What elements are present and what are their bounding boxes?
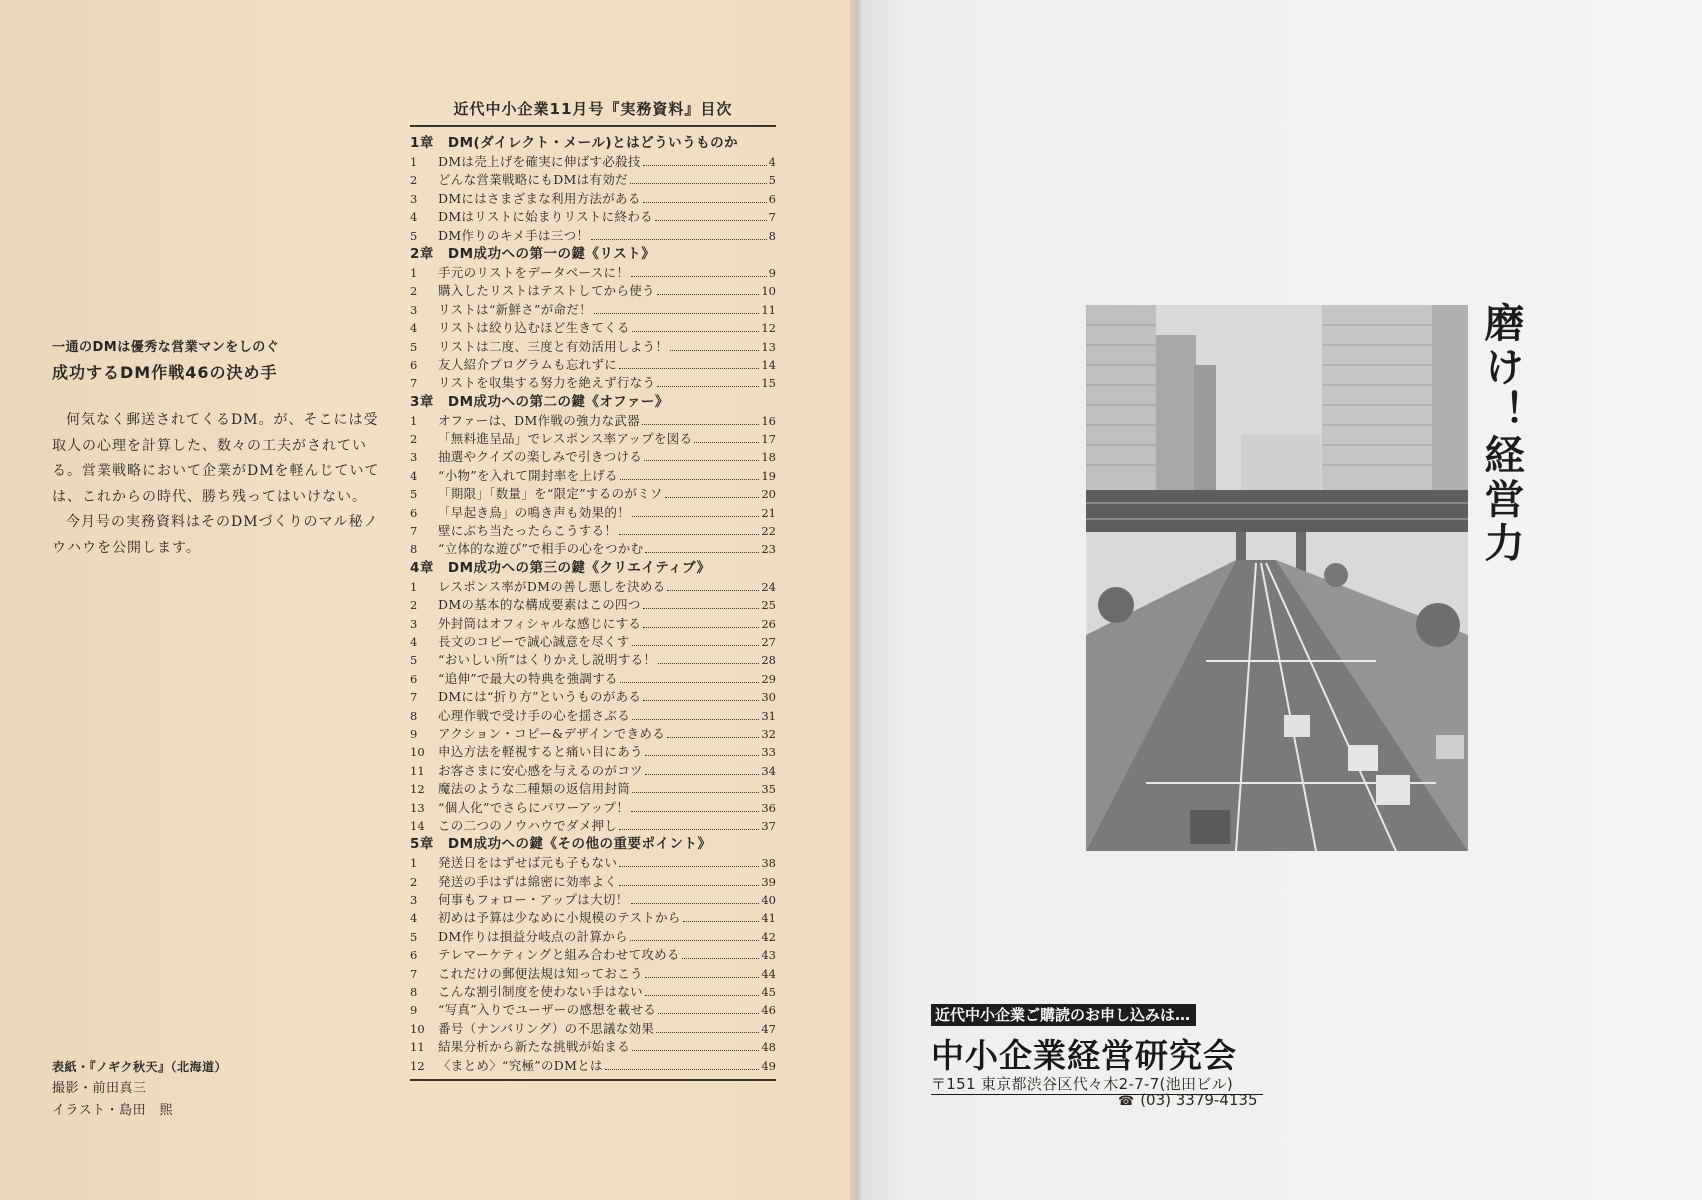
toc-item-page: 38 xyxy=(761,856,776,871)
toc-item xyxy=(410,1001,776,1019)
toc-item-number: 3 xyxy=(410,450,418,465)
toc-item xyxy=(410,171,776,189)
toc-item-number: 5 xyxy=(410,339,418,354)
toc-item-number: 5 xyxy=(410,228,418,243)
toc-item-number: 3 xyxy=(410,191,418,206)
toc-item-page: 8 xyxy=(768,228,776,243)
toc-item-number: 8 xyxy=(410,708,418,723)
toc-item-title: 「無料進呈品」でレスポンス率アップを図る xyxy=(438,431,693,447)
toc-item xyxy=(410,190,776,208)
toc-item xyxy=(410,891,776,909)
toc-leader-dots xyxy=(619,829,759,830)
toc-item-page: 20 xyxy=(761,487,776,502)
toc-leader-dots xyxy=(632,645,760,646)
toc-item-page: 15 xyxy=(761,376,776,391)
organization-name: 中小企業経営研究会 xyxy=(931,1036,1237,1075)
toc-leader-dots xyxy=(631,903,760,904)
toc-item-number: 1 xyxy=(410,265,418,280)
toc-leader-dots xyxy=(630,940,760,941)
toc-item-number: 5 xyxy=(410,929,418,944)
toc-item-number: 10 xyxy=(410,1021,425,1036)
toc-leader-dots xyxy=(643,700,759,701)
toc-item-number: 4 xyxy=(410,468,418,483)
toc-item xyxy=(410,467,776,485)
toc-item-title: 〈まとめ〉“究極”のDMとは xyxy=(438,1057,603,1073)
toc-item xyxy=(410,208,776,226)
toc-item-number: 1 xyxy=(410,413,418,428)
toc-item-number: 2 xyxy=(410,598,418,613)
toc-item xyxy=(410,817,776,835)
toc-item-title: 手元のリストをデータベースに！ xyxy=(438,264,630,280)
toc-item xyxy=(410,282,776,300)
telephone-icon: ☎ xyxy=(1118,1094,1135,1109)
toc-leader-dots xyxy=(643,202,767,203)
toc-item-title: DM作りは損益分岐点の計算から xyxy=(438,928,628,944)
toc-leader-dots xyxy=(643,608,760,609)
toc-item-number: 7 xyxy=(410,524,418,539)
toc-leader-dots xyxy=(642,424,759,425)
toc-item-title: 結果分析から新たな挑戦が始まる xyxy=(438,1039,631,1055)
toc-item-number: 1 xyxy=(410,579,418,594)
toc-item-number: 2 xyxy=(410,284,418,299)
toc-leader-dots xyxy=(643,165,767,166)
toc-item-page: 36 xyxy=(761,800,776,815)
toc-item-number: 4 xyxy=(410,911,418,926)
toc-item-page: 33 xyxy=(761,745,776,760)
toc-item-page: 28 xyxy=(761,653,776,668)
toc-item-page: 32 xyxy=(761,726,776,741)
toc-item xyxy=(410,1057,776,1075)
toc-item-number: 3 xyxy=(410,893,418,908)
city-street-photo xyxy=(1086,305,1468,851)
toc-item xyxy=(410,928,776,946)
toc-item-number: 4 xyxy=(410,321,418,336)
toc-item-title: 壁にぶち当たったらこうする！ xyxy=(438,523,618,539)
toc-leader-dots xyxy=(631,276,767,277)
toc-leader-dots xyxy=(683,921,760,922)
toc-item-number: 12 xyxy=(410,782,425,797)
toc-item-title: どんな営業戦略にもDMは有効だ xyxy=(438,172,628,188)
subscription-badge xyxy=(931,1004,1196,1026)
toc-item xyxy=(410,854,776,872)
toc-item-title: リストを収集する努力を絶えず行なう xyxy=(438,375,656,391)
toc-item-number: 13 xyxy=(410,800,425,815)
toc-item xyxy=(410,780,776,798)
toc-item xyxy=(410,430,776,448)
photo-credit: 撮影・前田真三 xyxy=(52,1081,147,1096)
chapter-title: 3章 DM成功への第二の鍵《オファー》 xyxy=(410,393,669,410)
toc-leader-dots xyxy=(620,479,760,480)
toc-leader-dots xyxy=(632,516,759,517)
toc-leader-dots xyxy=(631,811,759,812)
toc-item-page: 42 xyxy=(761,929,776,944)
chapter-title: 2章 DM成功への第一の鍵《リスト》 xyxy=(410,245,656,262)
toc-item xyxy=(410,596,776,614)
toc-item-number: 12 xyxy=(410,1058,425,1073)
toc-item xyxy=(410,688,776,706)
toc-leader-dots xyxy=(658,663,759,664)
toc-item-page: 37 xyxy=(761,818,776,833)
toc-item-number: 4 xyxy=(410,634,418,649)
toc-item-page: 23 xyxy=(761,542,776,557)
toc-item-number: 1 xyxy=(410,856,418,871)
toc-item-page: 17 xyxy=(761,432,776,447)
toc-item xyxy=(410,301,776,319)
toc-leader-dots xyxy=(645,755,760,756)
toc-item xyxy=(410,762,776,780)
toc-item-page: 34 xyxy=(761,763,776,778)
toc-leader-dots xyxy=(667,590,759,591)
toc-item-number: 2 xyxy=(410,432,418,447)
toc-item xyxy=(410,743,776,761)
toc-leader-dots xyxy=(667,737,759,738)
toc-item-number: 2 xyxy=(410,874,418,889)
toc-item-page: 49 xyxy=(761,1058,776,1073)
toc-item-title: オファーは、DM作戦の強力な武器 xyxy=(438,412,640,428)
toc-item-title: 抽選やクイズの楽しみで引きつける xyxy=(438,449,643,465)
toc-item-title: “個人化”でさらにパワーアップ！ xyxy=(438,799,630,815)
toc-leader-dots xyxy=(655,220,767,221)
toc-item-page: 4 xyxy=(768,155,776,169)
phone-number xyxy=(1118,1091,1258,1109)
intro-title: 成功するDM作戦46の決め手 xyxy=(52,363,278,382)
toc-item xyxy=(410,873,776,891)
toc-item xyxy=(410,983,776,1001)
toc-leader-dots xyxy=(620,682,760,683)
toc-item-number: 10 xyxy=(410,745,425,760)
intro-paragraph: 今月号の実務資料はそのDMづくりのマル秘ノウハウを公開します。 xyxy=(52,514,379,556)
toc-leader-dots xyxy=(670,350,759,351)
toc-item-title: こんな割引制度を使わない手はない xyxy=(438,984,643,1000)
toc-leader-dots xyxy=(657,294,760,295)
toc-item-number: 6 xyxy=(410,505,418,520)
toc-leader-dots xyxy=(630,183,767,184)
toc-item xyxy=(410,651,776,669)
toc-item-number: 5 xyxy=(410,653,418,668)
toc-item xyxy=(410,412,776,430)
toc-item-page: 5 xyxy=(768,173,776,188)
toc-item-title: “小物”を入れて開封率を上げる xyxy=(438,467,618,483)
toc-item-title: DM作りのキメ手は三つ！ xyxy=(438,227,590,243)
toc-item-page: 29 xyxy=(761,671,776,686)
toc-leader-dots xyxy=(619,885,759,886)
magazine-name: 近代中小企業 xyxy=(935,1006,1026,1024)
toc-leader-dots xyxy=(619,534,759,535)
toc-item xyxy=(410,578,776,596)
toc-item-number: 3 xyxy=(410,616,418,631)
toc-item-number: 5 xyxy=(410,487,418,502)
toc-item xyxy=(410,946,776,964)
toc-item xyxy=(410,670,776,688)
toc-item-title: 発送日をはずせば元も子もない xyxy=(438,855,618,871)
toc-item-page: 47 xyxy=(761,1021,776,1036)
toc-item-page: 22 xyxy=(761,524,776,539)
toc-item xyxy=(410,799,776,817)
toc-leader-dots xyxy=(645,977,760,978)
toc-body xyxy=(410,134,776,1075)
toc-item-title: “写真”入りでユーザーの感想を載せる xyxy=(438,1002,657,1018)
toc-item-title: レスポンス率がDMの善し悪しを決める xyxy=(438,578,666,594)
toc-leader-dots xyxy=(591,239,767,240)
toc-item-title: リストは絞り込むほど生きてくる xyxy=(438,320,630,336)
toc-item-number: 8 xyxy=(410,985,418,1000)
toc-item-page: 13 xyxy=(761,339,776,354)
illustration-credit: イラスト・島田 煕 xyxy=(52,1103,174,1118)
phone-text: (03) 3379-4135 xyxy=(1140,1091,1258,1109)
toc-leader-dots xyxy=(632,719,759,720)
toc-item-page: 43 xyxy=(761,948,776,963)
toc-item-page: 41 xyxy=(761,911,776,926)
toc-item xyxy=(410,965,776,983)
toc-leader-dots xyxy=(645,552,759,553)
toc-item-title: 心理作戦で受け手の心を揺さぶる xyxy=(438,707,631,723)
toc-item xyxy=(410,633,776,651)
toc-item xyxy=(410,540,776,558)
toc-item-page: 44 xyxy=(761,966,776,981)
toc-item xyxy=(410,1038,776,1056)
toc-item-page: 24 xyxy=(761,579,776,594)
toc-item xyxy=(410,264,776,282)
toc-item-page: 12 xyxy=(761,321,776,336)
toc-item-number: 2 xyxy=(410,173,418,188)
toc-item-title: これだけの郵便法規は知っておこう xyxy=(438,965,643,981)
credits xyxy=(52,1056,227,1122)
address: 〒151 東京都渋谷区代々木2-7-7(池田ビル) xyxy=(931,1075,1234,1093)
toc-item-title: DMはリストに始まりリストに終わる xyxy=(438,209,653,225)
toc-item-page: 48 xyxy=(761,1040,776,1055)
toc-item-number: 7 xyxy=(410,966,418,981)
city-street-illustration xyxy=(1086,305,1468,851)
toc-item-number: 6 xyxy=(410,671,418,686)
toc-leader-dots xyxy=(632,792,759,793)
toc-leader-dots xyxy=(645,995,760,996)
toc-item-title: 購入したリストはテストしてから使う xyxy=(438,283,655,299)
table-of-contents xyxy=(410,98,776,1081)
toc-item-page: 26 xyxy=(761,616,776,631)
toc-item xyxy=(410,153,776,171)
toc-item xyxy=(410,909,776,927)
toc-item-title: DMは売上げを確実に伸ばす必殺技 xyxy=(438,154,641,169)
toc-item-title: テレマーケティングと組み合わせて攻める xyxy=(438,947,680,963)
toc-item xyxy=(410,319,776,337)
toc-item xyxy=(410,707,776,725)
toc-item-page: 10 xyxy=(761,284,776,299)
toc-item-page: 14 xyxy=(761,357,776,372)
toc-item-title: 友人紹介プログラムも忘れずに xyxy=(438,356,618,372)
intro-subtitle: 一通のDMは優秀な営業マンをしのぐ xyxy=(52,340,280,355)
toc-item-page: 39 xyxy=(761,874,776,889)
toc-leader-dots xyxy=(619,866,759,867)
toc-item xyxy=(410,615,776,633)
intro-body xyxy=(52,408,382,561)
toc-leader-dots xyxy=(682,958,760,959)
toc-leader-dots xyxy=(645,774,760,775)
toc-item xyxy=(410,725,776,743)
toc-leader-dots xyxy=(632,1050,759,1051)
toc-item-number: 7 xyxy=(410,376,418,391)
toc-item-page: 45 xyxy=(761,985,776,1000)
toc-item-page: 21 xyxy=(761,505,776,520)
toc-leader-dots xyxy=(656,1032,759,1033)
toc-leader-dots xyxy=(665,497,760,498)
toc-leader-dots xyxy=(644,460,759,461)
toc-item-number: 1 xyxy=(410,155,418,169)
toc-heading: 近代中小企業11月号『実務資料』目次 xyxy=(410,98,776,127)
toc-item-page: 6 xyxy=(768,191,776,206)
toc-item-page: 46 xyxy=(761,1003,776,1018)
toc-item xyxy=(410,504,776,522)
toc-item-number: 14 xyxy=(410,818,425,833)
toc-leader-dots xyxy=(694,442,759,443)
toc-item-title: この二つのノウハウでダメ押し xyxy=(438,817,618,833)
toc-item-title: 魔法のような二種類の返信用封筒 xyxy=(438,781,631,797)
toc-item-page: 27 xyxy=(761,634,776,649)
toc-item-page: 35 xyxy=(761,782,776,797)
book-gutter xyxy=(850,0,862,1200)
toc-item-title: 外封筒はオフィシャルな感じにする xyxy=(438,615,642,631)
toc-item-page: 25 xyxy=(761,598,776,613)
toc-item-title: リストは“新鮮さ”が命だ！ xyxy=(438,301,592,317)
toc-item-page: 31 xyxy=(761,708,776,723)
toc-end-rule xyxy=(410,1079,776,1081)
toc-item-title: リストは二度、三度と有効活用しよう！ xyxy=(438,338,669,354)
toc-item-title: 番号（ナンバリング）の不思議な効果 xyxy=(438,1020,655,1036)
toc-item xyxy=(410,356,776,374)
toc-item xyxy=(410,227,776,245)
toc-item-title: DMにはさまざまな利用方法がある xyxy=(438,190,641,206)
toc-item-page: 30 xyxy=(761,690,776,705)
toc-item-title: 発送の手はずは綿密に効率よく xyxy=(438,873,618,889)
chapter-title: 1章 DM(ダイレクト・メール)とはどういうものか xyxy=(410,135,739,151)
toc-leader-dots xyxy=(658,1013,759,1014)
toc-item-title: 「期限」「数量」を“限定”するのがミソ xyxy=(438,486,663,502)
toc-item-title: 「早起き鳥」の鳴き声も効果的！ xyxy=(438,504,631,520)
cover-credit: 表紙・『ノギク秋天』（北海道） xyxy=(52,1060,228,1074)
toc-leader-dots xyxy=(619,368,759,369)
toc-item-title: DMには“折り方”というものがある xyxy=(438,689,642,705)
toc-item-title: 長文のコピーで誠心誠意を尽くす xyxy=(438,633,630,649)
toc-item-number: 11 xyxy=(410,763,425,778)
toc-item-title: お客さまに安心感を与えるのがコツ xyxy=(438,762,643,778)
toc-leader-dots xyxy=(605,1069,760,1070)
toc-item xyxy=(410,374,776,392)
subscribe-prompt: ご購読のお申し込みは… xyxy=(1025,1006,1191,1024)
toc-item-number: 3 xyxy=(410,302,418,317)
toc-item-title: アクション・コピー&デザインできめる xyxy=(438,725,666,741)
toc-item xyxy=(410,338,776,356)
toc-item-title: 何事もフォロー・アップは大切！ xyxy=(438,892,629,908)
toc-item-number: 6 xyxy=(410,948,418,963)
toc-item-number: 6 xyxy=(410,357,418,372)
toc-item-title: “おいしい所”はくりかえし説明する！ xyxy=(438,652,657,668)
toc-item-page: 19 xyxy=(761,468,776,483)
toc-item xyxy=(410,1020,776,1038)
toc-item-title: 初めは予算は少なめに小規模のテストから xyxy=(438,910,681,926)
toc-leader-dots xyxy=(594,313,759,314)
toc-leader-dots xyxy=(643,627,759,628)
toc-item-number: 8 xyxy=(410,542,418,557)
toc-leader-dots xyxy=(632,331,760,332)
toc-item-page: 11 xyxy=(761,302,776,317)
toc-item-number: 11 xyxy=(410,1040,425,1055)
toc-item xyxy=(410,522,776,540)
toc-item-number: 9 xyxy=(410,1003,418,1018)
toc-item-page: 18 xyxy=(761,450,776,465)
chapter-title: 4章 DM成功への第三の鍵《クリエイティブ》 xyxy=(410,559,711,576)
toc-item-title: “追伸”で最大の特典を強調する xyxy=(438,670,618,686)
toc-item-page: 16 xyxy=(761,413,776,428)
toc-item-title: “立体的な遊び”で相手の心をつかむ xyxy=(438,541,644,557)
intro-paragraph: 何気なく郵送されてくるDM。が、そこには受取人の心理を計算した、数々の工夫がされている。営業戦略において企業がDMを軽んじていては、これからの時代、勝ち残ってはいけない。 xyxy=(52,412,380,505)
toc-item-page: 9 xyxy=(768,265,776,280)
toc-item-number: 9 xyxy=(410,726,418,741)
toc-item xyxy=(410,448,776,466)
slogan: 磨け！経営力 xyxy=(1478,302,1525,566)
toc-item-title: DMの基本的な構成要素はこの四つ xyxy=(438,597,641,613)
toc-item-title: 申込方法を軽視すると痛い目にあう xyxy=(438,744,643,760)
toc-item-number: 4 xyxy=(410,210,418,225)
toc-leader-dots xyxy=(657,386,759,387)
toc-item-number: 7 xyxy=(410,690,418,705)
chapter-title: 5章 DM成功への鍵《その他の重要ポイント》 xyxy=(410,836,712,853)
toc-item xyxy=(410,485,776,503)
toc-item-page: 40 xyxy=(761,893,776,908)
toc-item-page: 7 xyxy=(768,210,776,225)
